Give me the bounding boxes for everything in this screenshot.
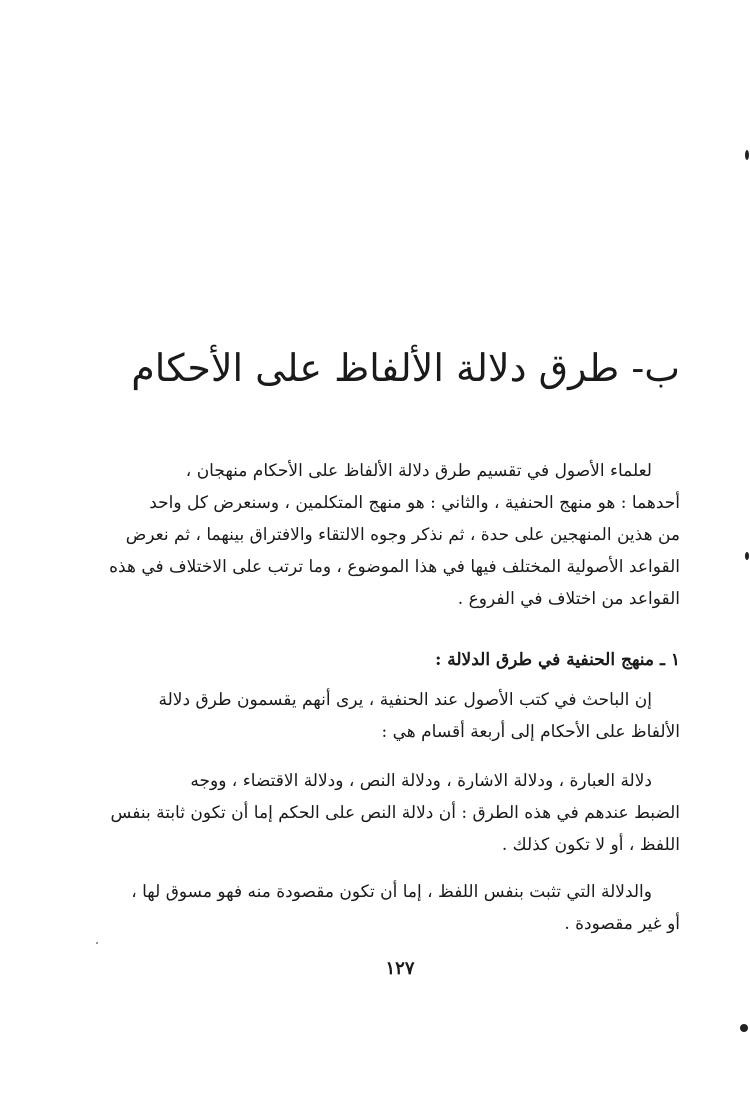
- paragraph-intro: [78, 455, 680, 615]
- scan-speck: [745, 552, 749, 560]
- text-line: لعلماء الأصول في تقسيم طرق دلالة الألفاظ على الأحكام منهجان ،: [185, 461, 652, 481]
- text-line: القواعد الأصولية المختلف فيها في هذا الموضوع ، وما ترتب على الاختلاف في هذه: [109, 557, 680, 577]
- page-number: ١٢٧: [385, 958, 415, 979]
- scan-speck: [96, 942, 98, 944]
- text-line: والدلالة التي تثبت بنفس اللفظ ، إما أن تكون مقصودة منه فهو مسوق لها ،: [131, 882, 652, 902]
- text-line: دلالة العبارة ، ودلالة الاشارة ، ودلالة النص ، ودلالة الاقتضاء ، ووجه: [190, 771, 652, 791]
- text-line: اللفظ ، أو لا تكون كذلك .: [501, 835, 680, 855]
- paragraph-direct-indication: [78, 876, 680, 940]
- text-line: القواعد من اختلاف في الفروع .: [457, 589, 680, 609]
- text-line: أحدهما : هو منهج الحنفية ، والثاني : هو منهج المتكلمين ، وسنعرض كل واحد: [149, 493, 680, 513]
- paragraph-hanafi-intro: [78, 684, 680, 748]
- text-line: الألفاظ على الأحكام إلى أربعة أقسام هي :: [381, 722, 680, 742]
- text-line: إن الباحث في كتب الأصول عند الحنفية ، يرى أنهم يقسمون طرق دلالة: [158, 690, 652, 710]
- scan-speck: [745, 150, 749, 160]
- section-title: ١ ـ منهج الحنفية في طرق الدلالة :: [435, 650, 680, 670]
- text-line: الضبط عندهم في هذه الطرق : أن دلالة النص على الحكم إما أن تكون ثابتة بنفس: [110, 803, 680, 823]
- text-line: من هذين المنهجين على حدة ، ثم نذكر وجوه الالتقاء والافتراق بينهما ، ثم نعرض: [125, 525, 680, 545]
- scan-speck: [740, 1024, 748, 1032]
- paragraph-four-types: [78, 765, 680, 861]
- chapter-heading: ب- طرق دلالة الألفاظ على الأحكام: [131, 346, 680, 390]
- text-line: أو غير مقصودة .: [564, 914, 680, 934]
